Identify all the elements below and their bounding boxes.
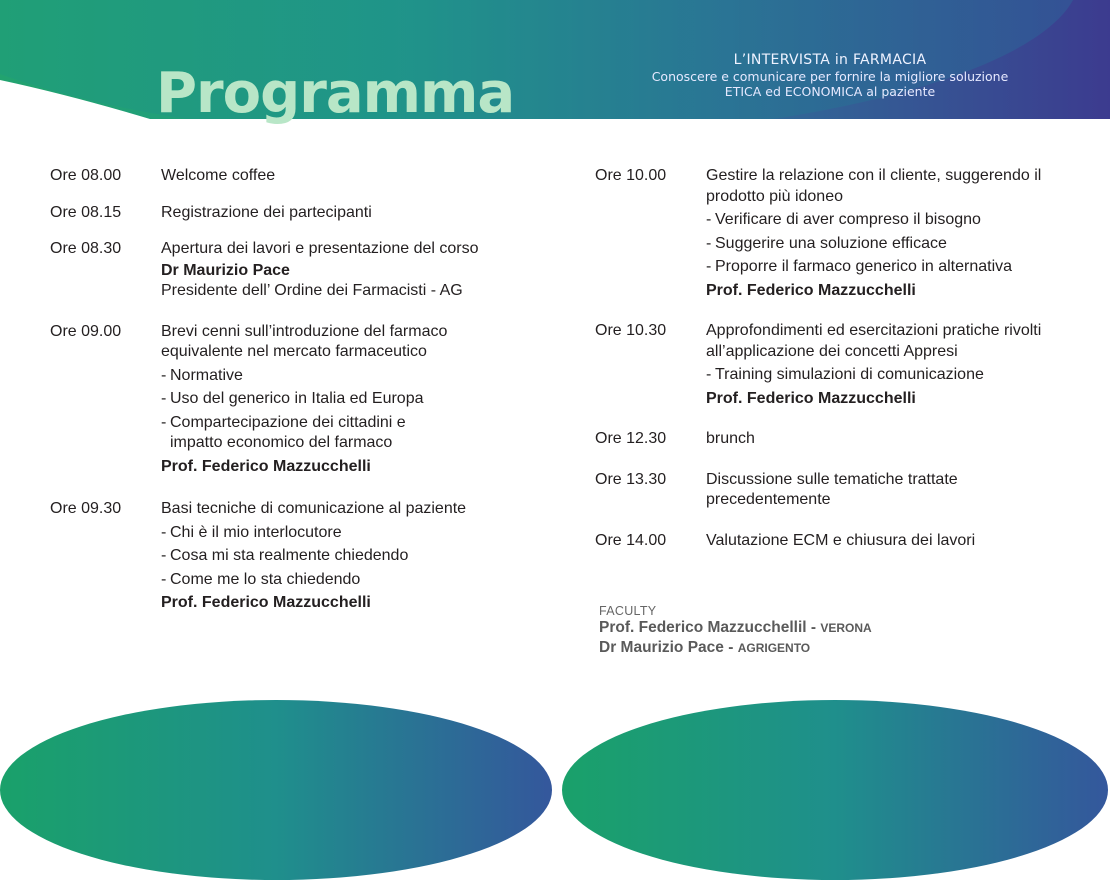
schedule-item [50, 166, 570, 187]
bullet-point: - Normative [161, 366, 243, 384]
schedule-time: Ore 08.30 [50, 240, 122, 257]
bottom-arc-decoration-left [0, 700, 552, 880]
schedule-item [595, 321, 1080, 409]
schedule-title: Approfondimenti ed esercitazioni pratiche rivolti all’applicazione dei concetti Appresi [706, 322, 1042, 360]
schedule-item [50, 203, 570, 224]
schedule-title: brunch [706, 430, 755, 447]
schedule-title: Gestire la relazione con il cliente, suggerendo il prodotto più idoneo [706, 167, 1042, 205]
event-header [600, 52, 1060, 99]
bullet-point: - Uso del generico in Italia ed Europa [161, 390, 424, 407]
faculty-label: FACULTY [599, 604, 657, 618]
faculty-section [599, 604, 872, 658]
bullet-point: - Chi è il mio interlocutore [161, 523, 342, 541]
faculty-city: VERONA [820, 621, 872, 635]
faculty-name: Prof. Federico Mazzucchellil [599, 619, 807, 636]
schedule-time: Ore 13.30 [595, 470, 667, 488]
bullet-point: - Proporre il farmaco generico in alternativa [706, 258, 1013, 275]
bullet-point: - Come me lo sta chiedendo [161, 570, 361, 588]
faculty-member: Dr Maurizio Pace - AGRIGENTO [599, 639, 811, 656]
schedule-title: Brevi cenni sull’introduzione del farmaco equivalente nel mercato farmaceutico [161, 322, 448, 360]
schedule-title: Valutazione ECM e chiusura dei lavori [706, 531, 976, 549]
speaker-role: Presidente dell’ Ordine dei Farmacisti - AG [161, 282, 463, 299]
schedule-right-column [595, 166, 1080, 567]
schedule-time: Ore 14.00 [595, 531, 667, 549]
speaker-name: Prof. Federico Mazzucchelli [161, 594, 371, 611]
event-subtitle-2: ETICA ed ECONOMICA al paziente [724, 84, 936, 99]
event-name: L’INTERVISTA in FARMACIA [733, 52, 927, 68]
schedule-time: Ore 09.00 [50, 322, 122, 340]
schedule-title: Apertura dei lavori e presentazione del corso [161, 240, 479, 257]
schedule-title: Welcome coffee [161, 167, 276, 184]
speaker-name: Dr Maurizio Pace [161, 261, 290, 279]
schedule-time: Ore 09.30 [50, 500, 122, 517]
schedule-title: Basi tecniche di comunicazione al paziente [161, 500, 467, 517]
bullet-point: - Compartecipazione dei cittadini e impatto economico del farmaco [161, 413, 406, 451]
faculty-city: AGRIGENTO [737, 641, 811, 655]
page-title: Programma [156, 61, 515, 126]
bottom-arc-decoration-right [562, 700, 1108, 880]
speaker-name: Prof. Federico Mazzucchelli [161, 457, 371, 475]
schedule-time: Ore 08.00 [50, 167, 122, 184]
speaker-name: Prof. Federico Mazzucchelli [706, 389, 916, 407]
schedule-item [50, 239, 570, 302]
faculty-member: Prof. Federico Mazzucchellil - VERONA [599, 619, 872, 636]
schedule-time: Ore 08.15 [50, 203, 122, 221]
event-subtitle-1: Conoscere e comunicare per fornire la migliore soluzione [651, 69, 1009, 84]
schedule-item [595, 531, 1080, 552]
schedule-title: Registrazione dei partecipanti [161, 203, 372, 221]
schedule-title: Discussione sulle tematiche trattate precedentemente [706, 470, 958, 508]
speaker-name: Prof. Federico Mazzucchelli [706, 281, 916, 299]
schedule-time: Ore 10.00 [595, 167, 667, 184]
schedule-item [595, 470, 1080, 511]
schedule-time: Ore 10.30 [595, 322, 667, 339]
schedule-left-column [50, 166, 570, 630]
faculty-name: Dr Maurizio Pace [599, 639, 724, 656]
schedule-item [595, 429, 1080, 450]
schedule-item [595, 166, 1080, 301]
bullet-point: - Verificare di aver compreso il bisogno [706, 211, 981, 228]
bullet-point: - Suggerire una soluzione efficace [706, 234, 947, 252]
bullet-point: - Cosa mi sta realmente chiedendo [161, 547, 409, 564]
schedule-item [50, 322, 570, 478]
bullet-point: - Training simulazioni di comunicazione [706, 366, 984, 383]
schedule-item [50, 499, 570, 614]
schedule-time: Ore 12.30 [595, 430, 667, 447]
